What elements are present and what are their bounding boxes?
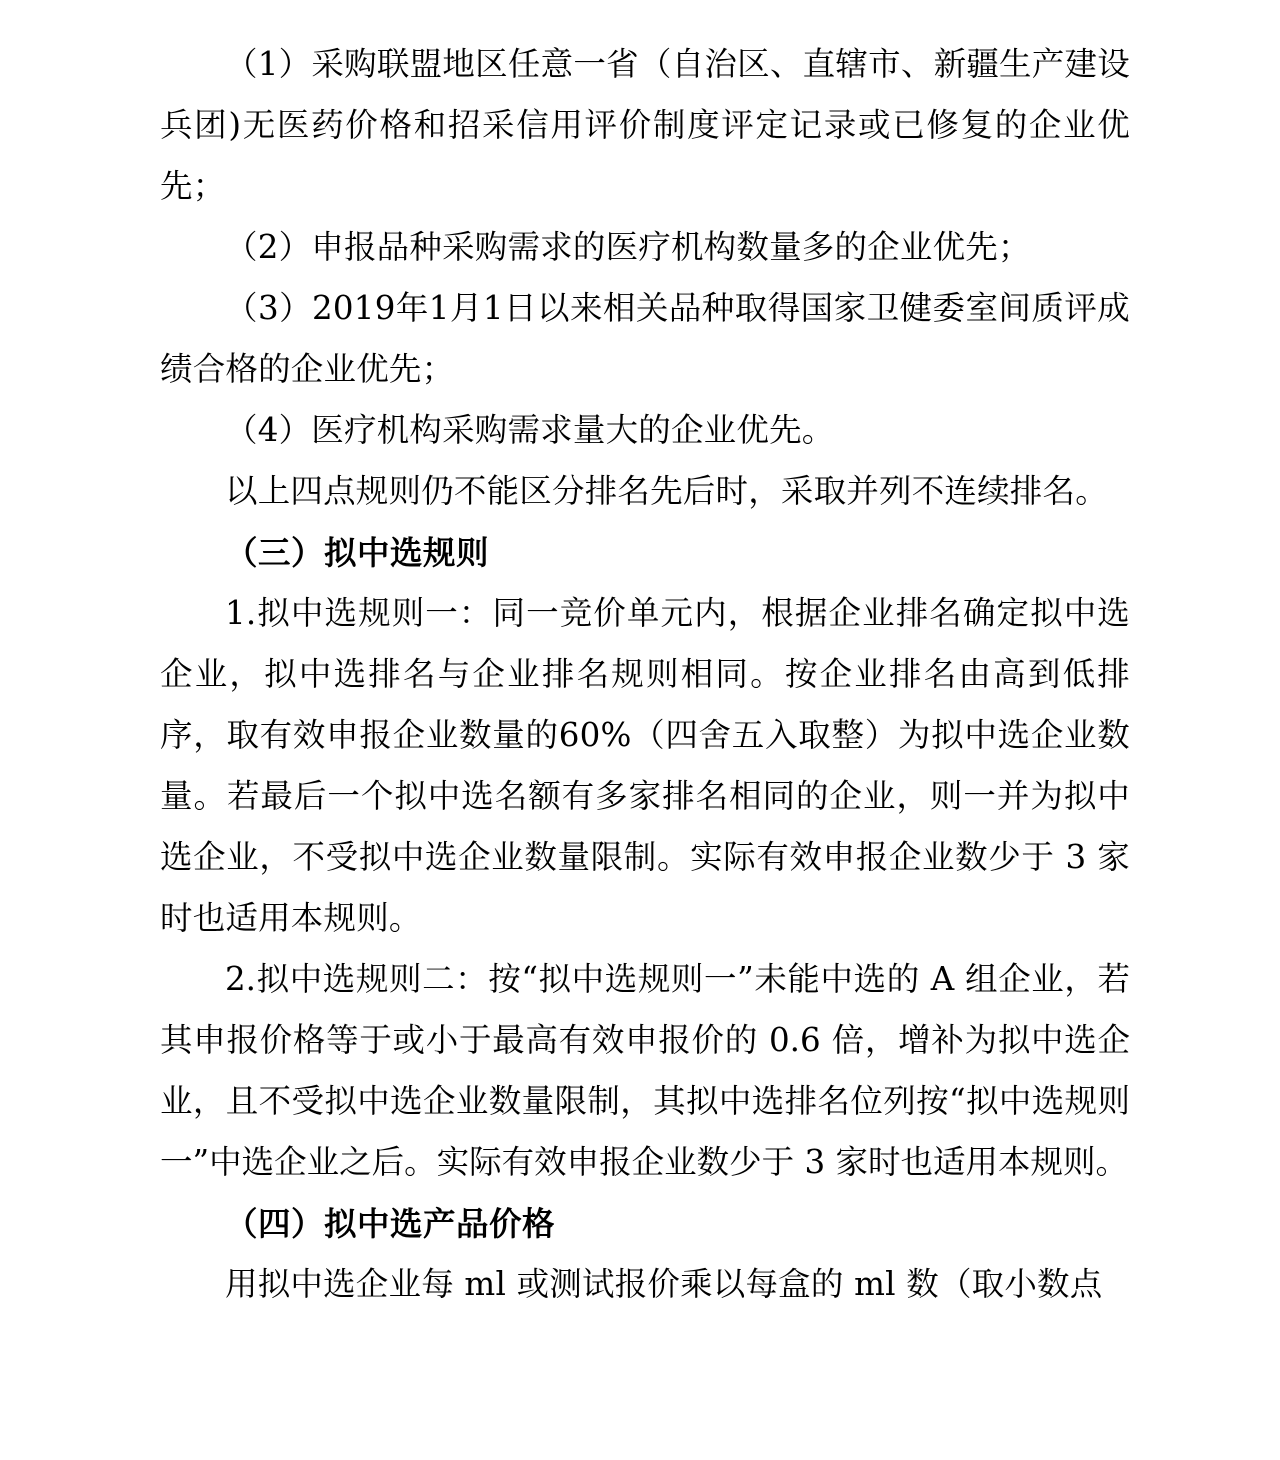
paragraph-price: 用拟中选企业每 ml 或测试报价乘以每盒的 ml 数（取小数点: [225, 1265, 1103, 1303]
paragraph-tie-break-note: 以上四点规则仍不能区分排名先后时，采取并列不连续排名。: [225, 472, 1108, 510]
paragraph-item-1: （1）采购联盟地区任意一省（自治区、直辖市、新疆生产建设兵团)无医药价格和招采信用评价制度评定记录或已修复的企业优先；: [160, 45, 1130, 205]
paragraph-rule-one: 1.拟中选规则一：同一竞价单元内，根据企业排名确定拟中选企业，拟中选排名与企业排名规则相同。按企业排名由高到低排序，取有效申报企业数量的60%（四舍五入取整）为拟中选企业数量。若最后一个拟中选名额有多家排名相同的企业，则一并为拟中选企业，不受拟中选企业数量限制。实际有效申报企业数少于 3 家时也适用本规则。: [160, 594, 1130, 937]
paragraph-item-2: （2）申报品种采购需求的医疗机构数量多的企业优先；: [225, 228, 1031, 266]
paragraph-rule-two: 2.拟中选规则二：按“拟中选规则一”未能中选的 A 组企业，若其申报价格等于或小于最高有效申报价的 0.6 倍，增补为拟中选企业，且不受拟中选企业数量限制，其拟中选排名位列按“拟中选规则一”中选企业之后。实际有效申报企业数少于 3 家时也适用本规则。: [160, 960, 1130, 1181]
paragraph-item-3: （3）2019年1月1日以来相关品种取得国家卫健委室间质评成绩合格的企业优先；: [160, 289, 1130, 388]
heading-section-four: （四）拟中选产品价格: [225, 1204, 556, 1243]
paragraph-item-4: （4）医疗机构采购需求量大的企业优先。: [225, 411, 835, 449]
heading-section-three: （三）拟中选规则: [225, 533, 490, 572]
